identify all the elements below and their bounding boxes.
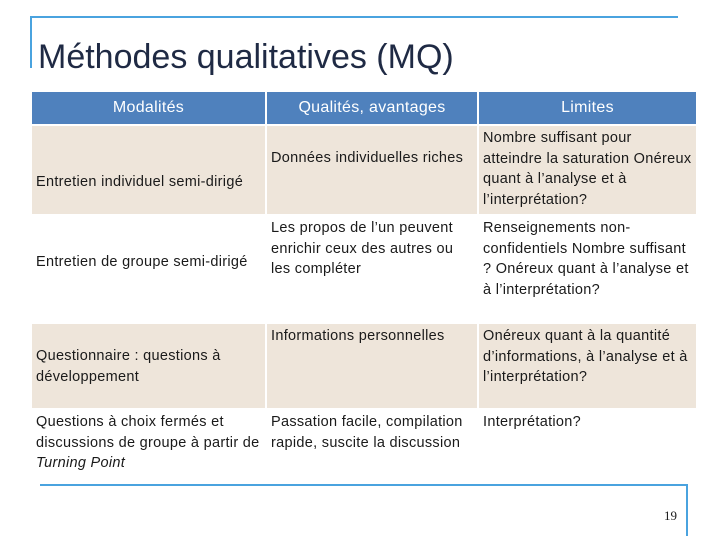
qualites-text: Données individuelles riches bbox=[271, 150, 464, 166]
limites-cell bbox=[478, 323, 696, 409]
modalite-cell bbox=[32, 215, 266, 323]
modalite-cell bbox=[32, 323, 266, 409]
table-header-row bbox=[32, 92, 696, 125]
frame-line-top bbox=[30, 16, 678, 18]
header-qualites: Qualités, avantages bbox=[266, 92, 478, 125]
table-row bbox=[32, 409, 696, 479]
table-row bbox=[32, 125, 696, 215]
modalite-cell bbox=[32, 125, 266, 215]
turning-point-text: Turning Point bbox=[36, 455, 126, 471]
limites-text: Nombre suffisant pour atteindre la saturation Onéreux quant à l’analyse et à l’interprétation? bbox=[483, 130, 692, 208]
limites-cell bbox=[478, 125, 696, 215]
frame-line-left bbox=[30, 16, 32, 68]
qualites-cell bbox=[266, 215, 478, 323]
limites-text: Renseignements non-confidentiels Nombre suffisant ? Onéreux quant à l’analyse et à l’interprétation? bbox=[483, 220, 689, 298]
table-row bbox=[32, 215, 696, 323]
modalite-cell bbox=[32, 409, 266, 479]
qualites-text: Les propos de l’un peuvent enrichir ceux des autres ou les compléter bbox=[271, 220, 454, 277]
limites-cell bbox=[478, 409, 696, 479]
header-limites: Limites bbox=[478, 92, 696, 125]
slide-title: Méthodes qualitatives (MQ) bbox=[38, 38, 454, 76]
qualites-text: Informations personnelles bbox=[271, 328, 445, 344]
qualites-cell bbox=[266, 409, 478, 479]
modalite-text-main: Questions à choix fermés et discussions de groupe à partir de bbox=[36, 414, 260, 451]
page-number: 19 bbox=[664, 508, 677, 523]
modalite-text bbox=[36, 412, 261, 474]
table-row bbox=[32, 323, 696, 409]
modalite-text: Entretien de groupe semi-dirigé bbox=[36, 254, 248, 270]
modalite-text: Questionnaire : questions à développement bbox=[36, 348, 221, 385]
limites-cell bbox=[478, 215, 696, 323]
qualites-text: Passation facile, compilation rapide, suscite la discussion bbox=[271, 414, 463, 451]
methods-table bbox=[32, 92, 696, 480]
modalite-text: Entretien individuel semi-dirigé bbox=[36, 174, 244, 190]
frame-line-bottom bbox=[40, 484, 688, 486]
qualites-cell bbox=[266, 125, 478, 215]
limites-text: Onéreux quant à la quantité d’informations, à l’analyse et à l’interprétation? bbox=[483, 328, 688, 385]
limites-text: Interprétation? bbox=[483, 414, 582, 430]
frame-line-right bbox=[686, 484, 688, 536]
header-modalites: Modalités bbox=[32, 92, 266, 125]
qualites-cell bbox=[266, 323, 478, 409]
